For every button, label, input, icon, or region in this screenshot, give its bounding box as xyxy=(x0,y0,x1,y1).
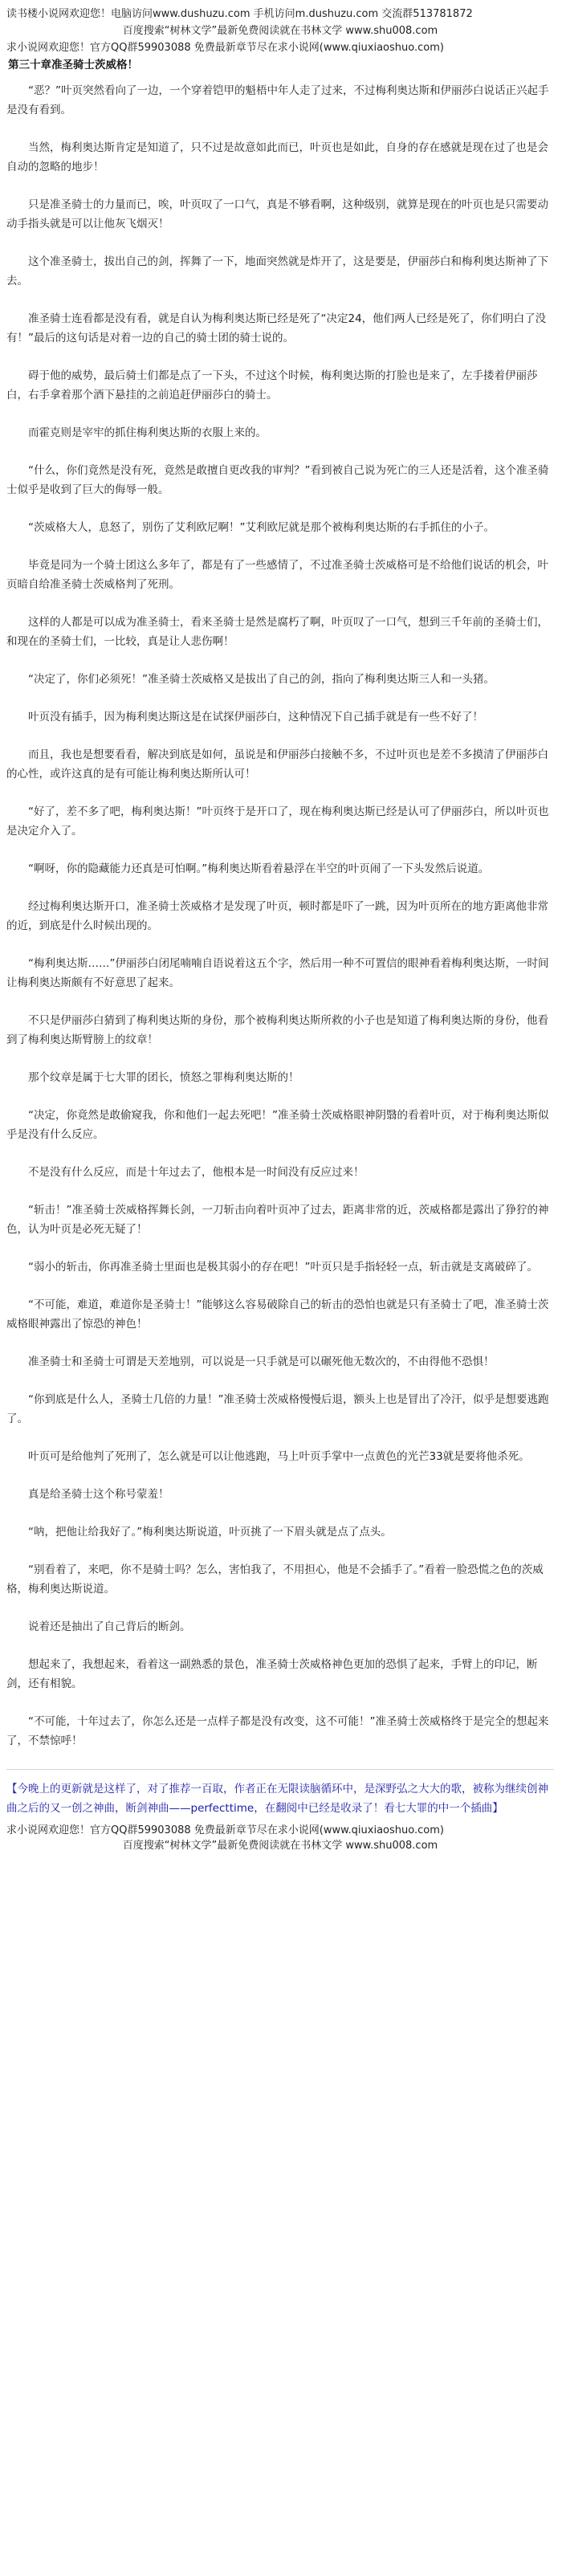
author-note: 【今晚上的更新就是这样了，对了推荐一百取，作者正在无限读脑循环中，是深野弘之大大的歌，被称为继续创神曲之后的又一创之神曲，断剑神曲——perfecttime，在翻阅中已经是收录了！看七大罪的中一个插曲】 xyxy=(6,1783,548,1815)
chapter-title: 第三十章准圣骑士茨威格！ xyxy=(8,59,138,71)
story-paragraph: 准圣骑士连看都是没有看，就是自认为梅利奥达斯已经是死了“决定24，他们两人已经是死了，你们明白了没有！”最后的这句话是对着一边的自己的骑士团的骑士说的。 xyxy=(6,312,547,344)
story-paragraph: 这样的人都是可以成为准圣骑士，看来圣骑士是然是腐朽了啊，叶页叹了一口气，想到三千年前的圣骑士们，和现在的圣骑士们，一比较，真是让人悲伤啊！ xyxy=(6,616,548,648)
qq-group-banner: 求小说网欢迎您！官方QQ群59903088 免费最新章节尽在求小说网(www.qiuxiaoshuo.com) xyxy=(6,42,444,54)
chapter-body xyxy=(6,81,554,1751)
story-paragraph: 想起来了，我想起来，看着这一副熟悉的景色，准圣骑士茨威格神色更加的恐惧了起来，手臂上的印记，断剑，还有相貌。 xyxy=(6,1658,538,1690)
story-paragraph: 不只是伊丽莎白猜到了梅利奥达斯的身份，那个被梅利奥达斯所救的小子也是知道了梅利奥达斯的身份，他看到了梅利奥达斯臂膀上的纹章！ xyxy=(6,1014,548,1046)
story-paragraph: 真是给圣骑士这个称号蒙羞！ xyxy=(28,1488,169,1501)
site-welcome-banner: 读书楼小说网欢迎您！电脑访问www.dushuzu.com 手机访问m.dushuzu.com 交流群513781872 xyxy=(6,8,473,20)
story-paragraph: “你到底是什么人，圣骑士几倍的力量！”准圣骑士茨威格慢慢后退，额头上也是冒出了冷汗，似乎是想要逃跑了。 xyxy=(6,1393,549,1425)
story-paragraph: 不是没有什么反应，而是十年过去了，他根本是一时间没有反应过来！ xyxy=(28,1166,364,1179)
search-promo-banner: 百度搜索“树林文学”最新免费阅读就在书林文学 www.shu008.com xyxy=(122,25,438,37)
story-paragraph: 而霍克则是宰牢的抓住梅利奥达斯的衣服上来的。 xyxy=(28,426,267,439)
story-paragraph: 叶页可是给他判了死刑了，怎么就是可以让他逃跑，马上叶页手掌中一点黄色的光芒33就是要将他杀死。 xyxy=(28,1450,530,1463)
story-paragraph: 而且，我也是想要看看，解决到底是如何，虽说是和伊丽莎白接触不多，不过叶页也是差不多摸清了伊丽莎白的心性，或许这真的是有可能让梅利奥达斯所认可！ xyxy=(6,748,548,781)
footer-search-promo-banner: 百度搜索“树林文学”最新免费阅读就在书林文学 www.shu008.com xyxy=(122,1840,438,1852)
story-paragraph: “弱小的斩击，你再准圣骑士里面也是极其弱小的存在吧！”叶页只是手指轻轻一点，斩击就是支离破碎了。 xyxy=(28,1261,538,1274)
story-paragraph: “决定，你竟然是敢偷窥我，你和他们一起去死吧！”准圣骑士茨威格眼神阴翳的看着叶页，对于梅利奥达斯似乎是没有什么反应。 xyxy=(6,1109,549,1141)
story-paragraph: 当然，梅利奥达斯肯定是知道了，只不过是故意如此而已，叶页也是如此，自身的存在感就是现在过了也是会自动的忽略的地步！ xyxy=(6,141,548,173)
story-paragraph: 这个准圣骑士，拔出自己的剑，挥舞了一下，地面突然就是炸开了，这是要是，伊丽莎白和梅利奥达斯神了下去。 xyxy=(6,255,548,287)
story-paragraph: “别看着了，来吧，你不是骑士吗？怎么，害怕我了，不用担心，他是不会插手了。”看着一脸恐慌之色的茨威格，梅利奥达斯说道。 xyxy=(6,1563,544,1596)
story-paragraph: “好了，差不多了吧，梅利奥达斯！”叶页终于是开口了，现在梅利奥达斯已经是认可了伊丽莎白，所以叶页也是决定介入了。 xyxy=(6,805,549,838)
story-paragraph: “恶？”叶页突然看向了一边，一个穿着铠甲的魁梧中年人走了过来，不过梅利奥达斯和伊丽莎白说话正兴起手是没有看到。 xyxy=(6,84,549,116)
footer-qq-group-banner: 求小说网欢迎您！官方QQ群59903088 免费最新章节尽在求小说网(www.qiuxiaoshuo.com) xyxy=(6,1824,444,1836)
story-paragraph: 毕竟是同为一个骑士团这么多年了，都是有了一些感情了，不过准圣骑士茨威格可是不给他们说话的机会，叶页暗自给准圣骑士茨威格判了死刑。 xyxy=(6,559,548,591)
story-paragraph: “啊呀，你的隐藏能力还真是可怕啊。”梅利奥达斯看着悬浮在半空的叶页闹了一下头发然后说道。 xyxy=(28,862,490,875)
story-paragraph: 经过梅利奥达斯开口，准圣骑士茨威格才是发现了叶页，顿时都是吓了一跳，因为叶页所在的地方距离他非常的近，到底是什么时候出现的。 xyxy=(6,900,548,932)
story-paragraph: 准圣骑士和圣骑士可谓是天差地别，可以说是一只手就是可以碾死他无数次的，不由得他不恐惧！ xyxy=(28,1355,495,1368)
story-paragraph: “不可能，十年过去了，你怎么还是一点样子都是没有改变，这不可能！”准圣骑士茨威格终于是完全的想起来了，不禁惊呼！ xyxy=(6,1715,549,1747)
story-paragraph: “决定了，你们必须死！”准圣骑士茨威格又是拔出了自己的剑，指向了梅利奥达斯三人和一头猪。 xyxy=(28,673,495,686)
story-paragraph: 叶页没有插手，因为梅利奥达斯这是在试探伊丽莎白，这种情况下自己插手就是有一些不好了！ xyxy=(28,711,483,723)
story-paragraph: 说着还是抽出了自己背后的断剑。 xyxy=(28,1620,191,1633)
story-paragraph: “不可能，难道，难道你是圣骑士！”能够这么容易破除自己的斩击的恐怕也就是只有圣骑士了吧，准圣骑士茨威格眼神露出了惊恐的神色！ xyxy=(6,1298,549,1331)
story-paragraph: “茨威格大人，息怒了，别伤了艾利欧尼啊！”艾利欧尼就是那个被梅利奥达斯的右手抓住的小子。 xyxy=(28,521,495,534)
story-paragraph: “什么，你们竟然是没有死，竟然是敢擅自更改我的审判？”看到被自己说为死亡的三人还是活着，这个准圣骑士似乎是收到了巨大的侮辱一般。 xyxy=(6,464,549,496)
story-paragraph: “斩击！”准圣骑士茨威格挥舞长剑，一刀斩击向着叶页冲了过去，距离非常的近，茨威格都是露出了狰狞的神色，认为叶页是必死无疑了！ xyxy=(6,1204,549,1236)
story-paragraph: 碍于他的威势，最后骑士们都是点了一下头，不过这个时候，梅利奥达斯的打脸也是来了，左手搂着伊丽莎白，右手拿着那个酒下悬挂的之前追赶伊丽莎白的骑士。 xyxy=(6,369,538,401)
story-paragraph: “呐，把他让给我好了。”梅利奥达斯说道，叶页挑了一下眉头就是点了点头。 xyxy=(28,1526,392,1539)
story-paragraph: “梅利奥达斯……”伊丽莎白闭尾喃喃自语说着这五个字，然后用一种不可置信的眼神看着梅利奥达斯，一时间让梅利奥达斯颇有不好意思了起来。 xyxy=(6,957,549,989)
content-divider xyxy=(6,1769,554,1770)
story-paragraph: 那个纹章是属于七大罪的团长，愤怒之罪梅利奥达斯的！ xyxy=(28,1071,299,1084)
story-paragraph: 只是准圣骑士的力量而已，唉，叶页叹了一口气，真是不够看啊，这种级别，就算是现在的叶页也是只需要动动手指头就是可以让他灰飞烟灭！ xyxy=(6,198,548,230)
